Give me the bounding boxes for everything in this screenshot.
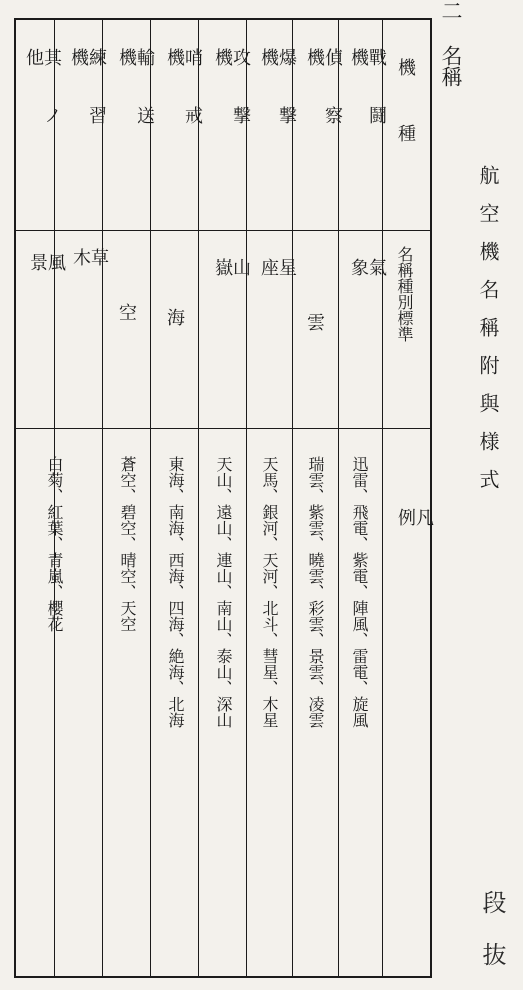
row-examples: 天山、遠山、連山、南山、泰山、深山	[214, 456, 233, 728]
row-examples: 蒼空、碧空、晴空、天空	[118, 456, 137, 632]
row-examples: 白菊、紅葉、青嵐、櫻花	[45, 456, 64, 632]
row-kind: 偵察機	[304, 48, 343, 164]
page-title: 航空機名稱附與様式	[476, 165, 500, 507]
header-standard: 名稱種別標準	[395, 246, 414, 342]
row-kind: 哨戒機	[164, 48, 203, 164]
row-examples: 天馬、銀河、天河、北斗、彗星、木星	[260, 456, 279, 728]
row-standard: 氣象	[348, 258, 387, 356]
section-label: 二 名稱	[439, 0, 463, 87]
row-kind: 練習機	[68, 48, 107, 164]
row-standard: 山嶽	[212, 258, 251, 356]
row-standard: 海	[164, 308, 185, 326]
header-kind: 機種	[395, 58, 416, 190]
row-kind: 攻撃機	[212, 48, 251, 164]
row-standard: 星座	[258, 258, 297, 356]
row-kind: 爆撃機	[258, 48, 297, 164]
aircraft-naming-table	[14, 18, 432, 978]
divider	[14, 428, 432, 429]
row-standard: 草木	[70, 248, 109, 366]
handwritten-note: 段 抜	[478, 890, 506, 966]
row-kind: 戰鬪機	[348, 48, 387, 164]
row-examples: 瑞雲、紫雲、曉雲、彩雲、景雲、凌雲	[306, 456, 325, 728]
divider	[14, 230, 432, 231]
row-standard: 雲	[304, 313, 325, 331]
header-examples: 凡例	[395, 508, 434, 826]
row-kind: 輸送機	[116, 48, 155, 164]
row-examples: 東海、南海、西海、四海、絶海、北海	[166, 456, 185, 728]
row-kind: 其ノ他	[23, 48, 62, 164]
row-standard: 空	[116, 303, 137, 321]
row-examples: 迅雷、飛電、紫電、陣風、雷電、旋風	[350, 456, 369, 728]
row-standard: 風景	[27, 253, 66, 371]
